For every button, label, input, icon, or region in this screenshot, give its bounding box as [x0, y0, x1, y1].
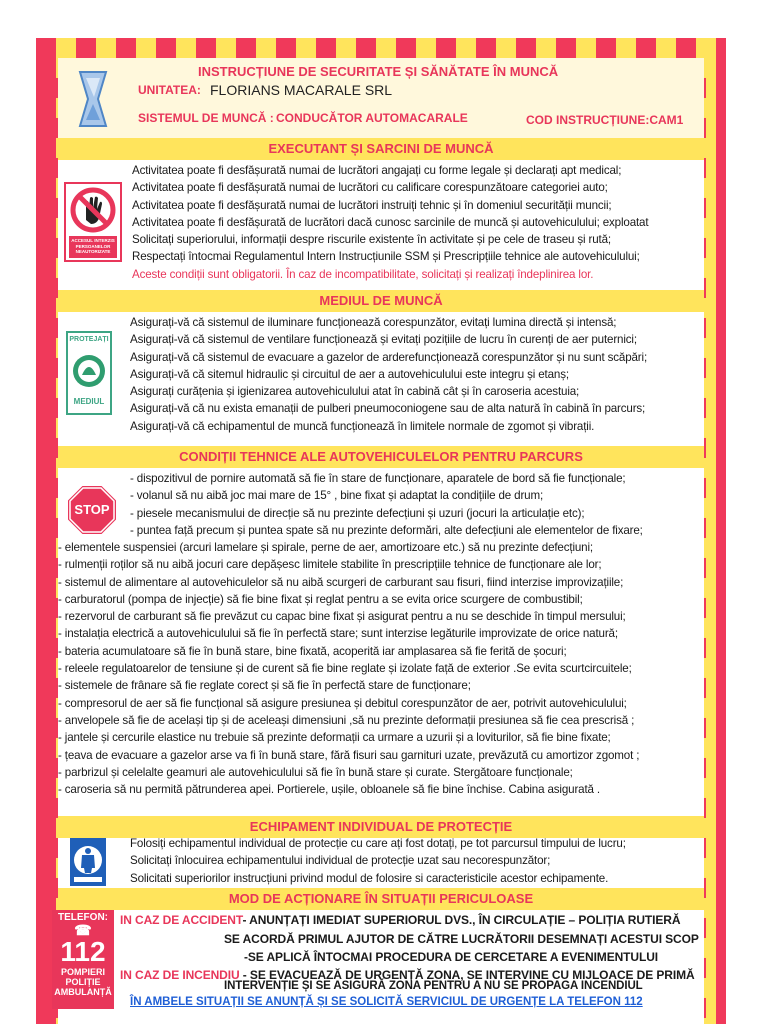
telephone-icon: ☎	[74, 922, 92, 938]
text-line: - instalația electrică a autovehiculului să fie în perfectă stare; sunt interzise legăturile improvizate de orice natură;	[58, 627, 618, 641]
protect-caption-top: PROTEJAȚI	[69, 336, 109, 343]
no-entry-caption: ACCESUL INTERZIS PERSOANELOR NEAUTORIZATE	[71, 238, 115, 254]
text-line: - caroseria să nu permită pătrunderea apei. Portierele, ușile, obloanele să fie bine închise. Cabina asigurată .	[58, 783, 600, 797]
text-line: Asigurați-vă că nu exista emanații de pulberi pneumoconiogene sau de alta natură în cabină în parcurs;	[130, 402, 646, 416]
stop-sign-label: STOP	[74, 502, 110, 517]
emergency-phone-panel	[52, 910, 114, 1009]
text-line: Asigurați-vă că sitemul hidraulic și circuitul de aer a autovehiculului este integru și etanș;	[130, 367, 569, 381]
text-line: - carburatorul (pompa de injecție) să fie bine fixat și reglat pentru a se evita orice scurgere de combustibil;	[58, 592, 583, 606]
service-police: POLIȚIE	[65, 977, 101, 987]
section-title-executant: EXECUTANT ȘI SARCINI DE MUNCĂ	[58, 138, 704, 160]
protect-caption-bottom: MEDIUL	[73, 397, 105, 406]
text-line: Asigurați-vă că sistemul de ventilare funcționează și evitați pozițiile de lucru în curenți de aer puternici;	[130, 333, 637, 347]
text-line: Activitatea poate fi desfășurată numai de lucrători angajați cu forme legale și declarați apt medical;	[132, 164, 622, 177]
unit-label: UNITATEA:	[138, 83, 201, 97]
text-line: Activitatea poate fi desfășurată de lucrători dacă cunosc sarcinile de muncă și autovehiculului; exploatat	[132, 215, 649, 229]
text-line: - țeava de evacuare a gazelor arse va fi în bună stare, fără fisuri sau garnituri uzate, prevăzută cu amortizor zgomot ;	[58, 748, 640, 762]
text-line: - parbrizul și celelalte geamuri ale autovehiculului să fie în bună stare și curate. Stergătoare funcționale;	[58, 765, 573, 779]
text-line: Asigurați-vă că echipamentul de muncă funcționează în limitele normale de zgomot și vibrații.	[130, 419, 595, 433]
text-line: - piesele mecanismului de direcție să nu prezinte defecțiuni și uzuri (jocuri la articulație etc);	[130, 506, 585, 520]
no-entry-sign-icon	[64, 182, 122, 262]
instruction-code: COD INSTRUCȚIUNE:CAM1	[526, 113, 684, 127]
emergency-block	[54, 910, 704, 1009]
protective-suit-icon	[70, 838, 106, 886]
text-line: - elementele suspensiei (arcuri lamelare și spirale, perne de aer, amortizoare etc.) să nu prezinte defecțiuni;	[58, 541, 593, 554]
text-line: - volanul să nu aibă joc mai mare de 15° , bine fixat și adaptat la condițiile de drum;	[130, 489, 544, 503]
fire-line-1: IN CAZ DE INCENDIU - SE EVACUEAZĂ DE URGENȚĂ ZONA, SE INTERVINE CU MIJLOACE DE PRIMĂ	[120, 968, 695, 982]
section-title-conditii: CONDIȚII TEHNICE ALE AUTOVEHICULELOR PENTRU PARCURS	[58, 446, 704, 468]
text-line: - rulmenții roților să nu aibă jocuri care depășesc limitele stabilite în prescripțiile tehnice de funcționare ale lor;	[58, 558, 602, 572]
document-title: INSTRUCȚIUNE DE SECURITATE ȘI SĂNĂTATE ÎN MUNCĂ	[198, 64, 559, 79]
service-ambulance: AMBULANȚĂ	[54, 987, 112, 997]
section-title-actionare: MOD DE ACȚIONARE ÎN SITUAȚII PERICULOASE	[58, 888, 704, 910]
emergency-number: 112	[60, 936, 106, 967]
work-system-value: CONDUCĂTOR AUTOMACARALE	[276, 111, 468, 125]
text-line: - releele regulatoarelor de tensiune și de curent să fie bine reglate și izolate față de exterior .Se evita scurtcircuitele;	[58, 662, 632, 676]
text-line: Solicitați superiorului, informații despre riscurile existente în activitate și pe cele de traseu și rută;	[132, 233, 611, 247]
document-header	[58, 58, 704, 138]
text-line: - anvelopele să fie de același tip și de aceleași dimensiuni ,să nu prezinte deformații presiunea să fie cea prescrisă ;	[58, 713, 635, 727]
text-line: Solicitați înlocuirea echipamentului individual de protecție uzat sau necorespunzător;	[130, 854, 551, 868]
text-line: - sistemul de alimentare al autovehiculelor să nu aibă scurgeri de carburant sau fisuri, fiind interzise improvizațiile;	[58, 575, 624, 589]
text-line: - jantele și cercurile elastice nu trebuie să prezinte deformații ca urmare a uzurii și a loviturilor, să fie bine fixate;	[58, 731, 611, 745]
text-line: - rezervorul de carburant să fie prevăzut cu capac bine fixat și asigurat pentru a nu se deschide în timpul mersului;	[58, 610, 626, 624]
accident-label: IN CAZ DE ACCIDENT	[120, 913, 243, 927]
final-emergency-note: ÎN AMBELE SITUAȚII SE ANUNȚĂ ȘI SE SOLICITĂ SERVICIUL DE URGENȚE LA TELEFON 112	[130, 996, 643, 1008]
executant-lines	[132, 162, 648, 283]
work-system-label: SISTEMUL DE MUNCĂ :	[138, 111, 274, 125]
company-logo-icon	[76, 70, 110, 128]
accident-line-1: IN CAZ DE ACCIDENT- ANUNȚAȚI IMEDIAT SUPERIORUL DVS., ÎN CIRCULAȚIE – POLIȚIA RUTIERĂ	[120, 913, 681, 927]
executant-note: Aceste condiții sunt obligatorii. În caz de incompatibilitate, solicitați și realizați îndeplinirea lor.	[132, 267, 594, 281]
section-title-echipament: ECHIPAMENT INDIVIDUAL DE PROTECȚIE	[58, 816, 704, 838]
text-line: - sistemele de frânare să fie reglate corect și să fie în perfectă stare de funcționare;	[58, 679, 471, 693]
instruction-sheet	[54, 58, 704, 1024]
text-line: Asigurați-vă că sistemul de evacuare a gazelor de arderefuncționează corespunzător și nu sunt scăpări;	[130, 350, 648, 364]
mediul-lines	[130, 314, 647, 435]
text-line: Activitatea poate fi desfășurată numai de lucrători instruiți tehnic și în domeniul securității muncii;	[132, 198, 612, 212]
conditii-indented-lines	[130, 470, 643, 539]
text-line: - dispozitivul de pornire automată să fie în stare de funcționare, aparatele de bord să fie funcționale;	[130, 472, 626, 485]
fire-label: IN CAZ DE INCENDIU	[120, 968, 240, 982]
text-line: - compresorul de aer să fie funcțional să asigure presiunea și debitul corespunzător de aer, potrivit autovehiculului;	[58, 696, 627, 710]
conditii-lines	[58, 539, 639, 798]
echipament-lines	[130, 835, 626, 887]
text-line: Asigurați curățenia și igienizarea autovehiculului atat în cabină cât și în caroseria acestuia;	[130, 385, 580, 399]
text-line: Asigurați-vă că sistemul de iluminare funcționează corespunzător, evitați lumina directă și intensă;	[130, 316, 617, 329]
stop-sign-icon	[66, 484, 118, 536]
accident-line-2: SE ACORDĂ PRIMUL AJUTOR DE CĂTRE LUCRĂTORII DESEMNAȚI ACESTUI SCOP	[224, 932, 699, 946]
text-line: Solicitati superiorilor instrucțiuni privind modul de folosire si caracteristicile acestor echipamente.	[130, 871, 609, 885]
fire-line-2: INTERVENȚIE ȘI SE ASIGURĂ ZONA PENTRU A NU SE PROPAGA INCENDIUL	[224, 980, 643, 992]
protect-environment-icon	[66, 331, 112, 415]
text-line: Respectați întocmai Regulamentul Intern Instrucțiunile SSM și Prescripțiile tehnice ale autovehiculului;	[132, 250, 640, 264]
text-line: - bateria acumulatoare să fie în bună stare, bine fixată, acoperită iar amplasarea să fie ferită de șocuri;	[58, 644, 567, 658]
text-line: - puntea față precum și puntea spate să nu prezinte deformări, alte defecțiuni ale elementelor de fixare;	[130, 523, 643, 537]
section-title-mediul: MEDIUL DE MUNCĂ	[58, 290, 704, 312]
accident-line-3: -SE APLICĂ ÎNTOCMAI PROCEDURA DE CERCETARE A EVENIMENTULUI	[244, 950, 658, 964]
phone-label: TELEFON:	[58, 912, 108, 923]
text-line: Activitatea poate fi desfășurată numai de lucrători cu calificare corespunzătoare categoriei auto;	[132, 181, 608, 195]
service-fire: POMPIERI	[60, 967, 105, 977]
text-line: Folosiți echipamentul individual de protecție cu care ați fost dotați, pe tot parcursul timpului de lucru;	[130, 837, 626, 850]
unit-value: FLORIANS MACARALE SRL	[210, 82, 393, 98]
